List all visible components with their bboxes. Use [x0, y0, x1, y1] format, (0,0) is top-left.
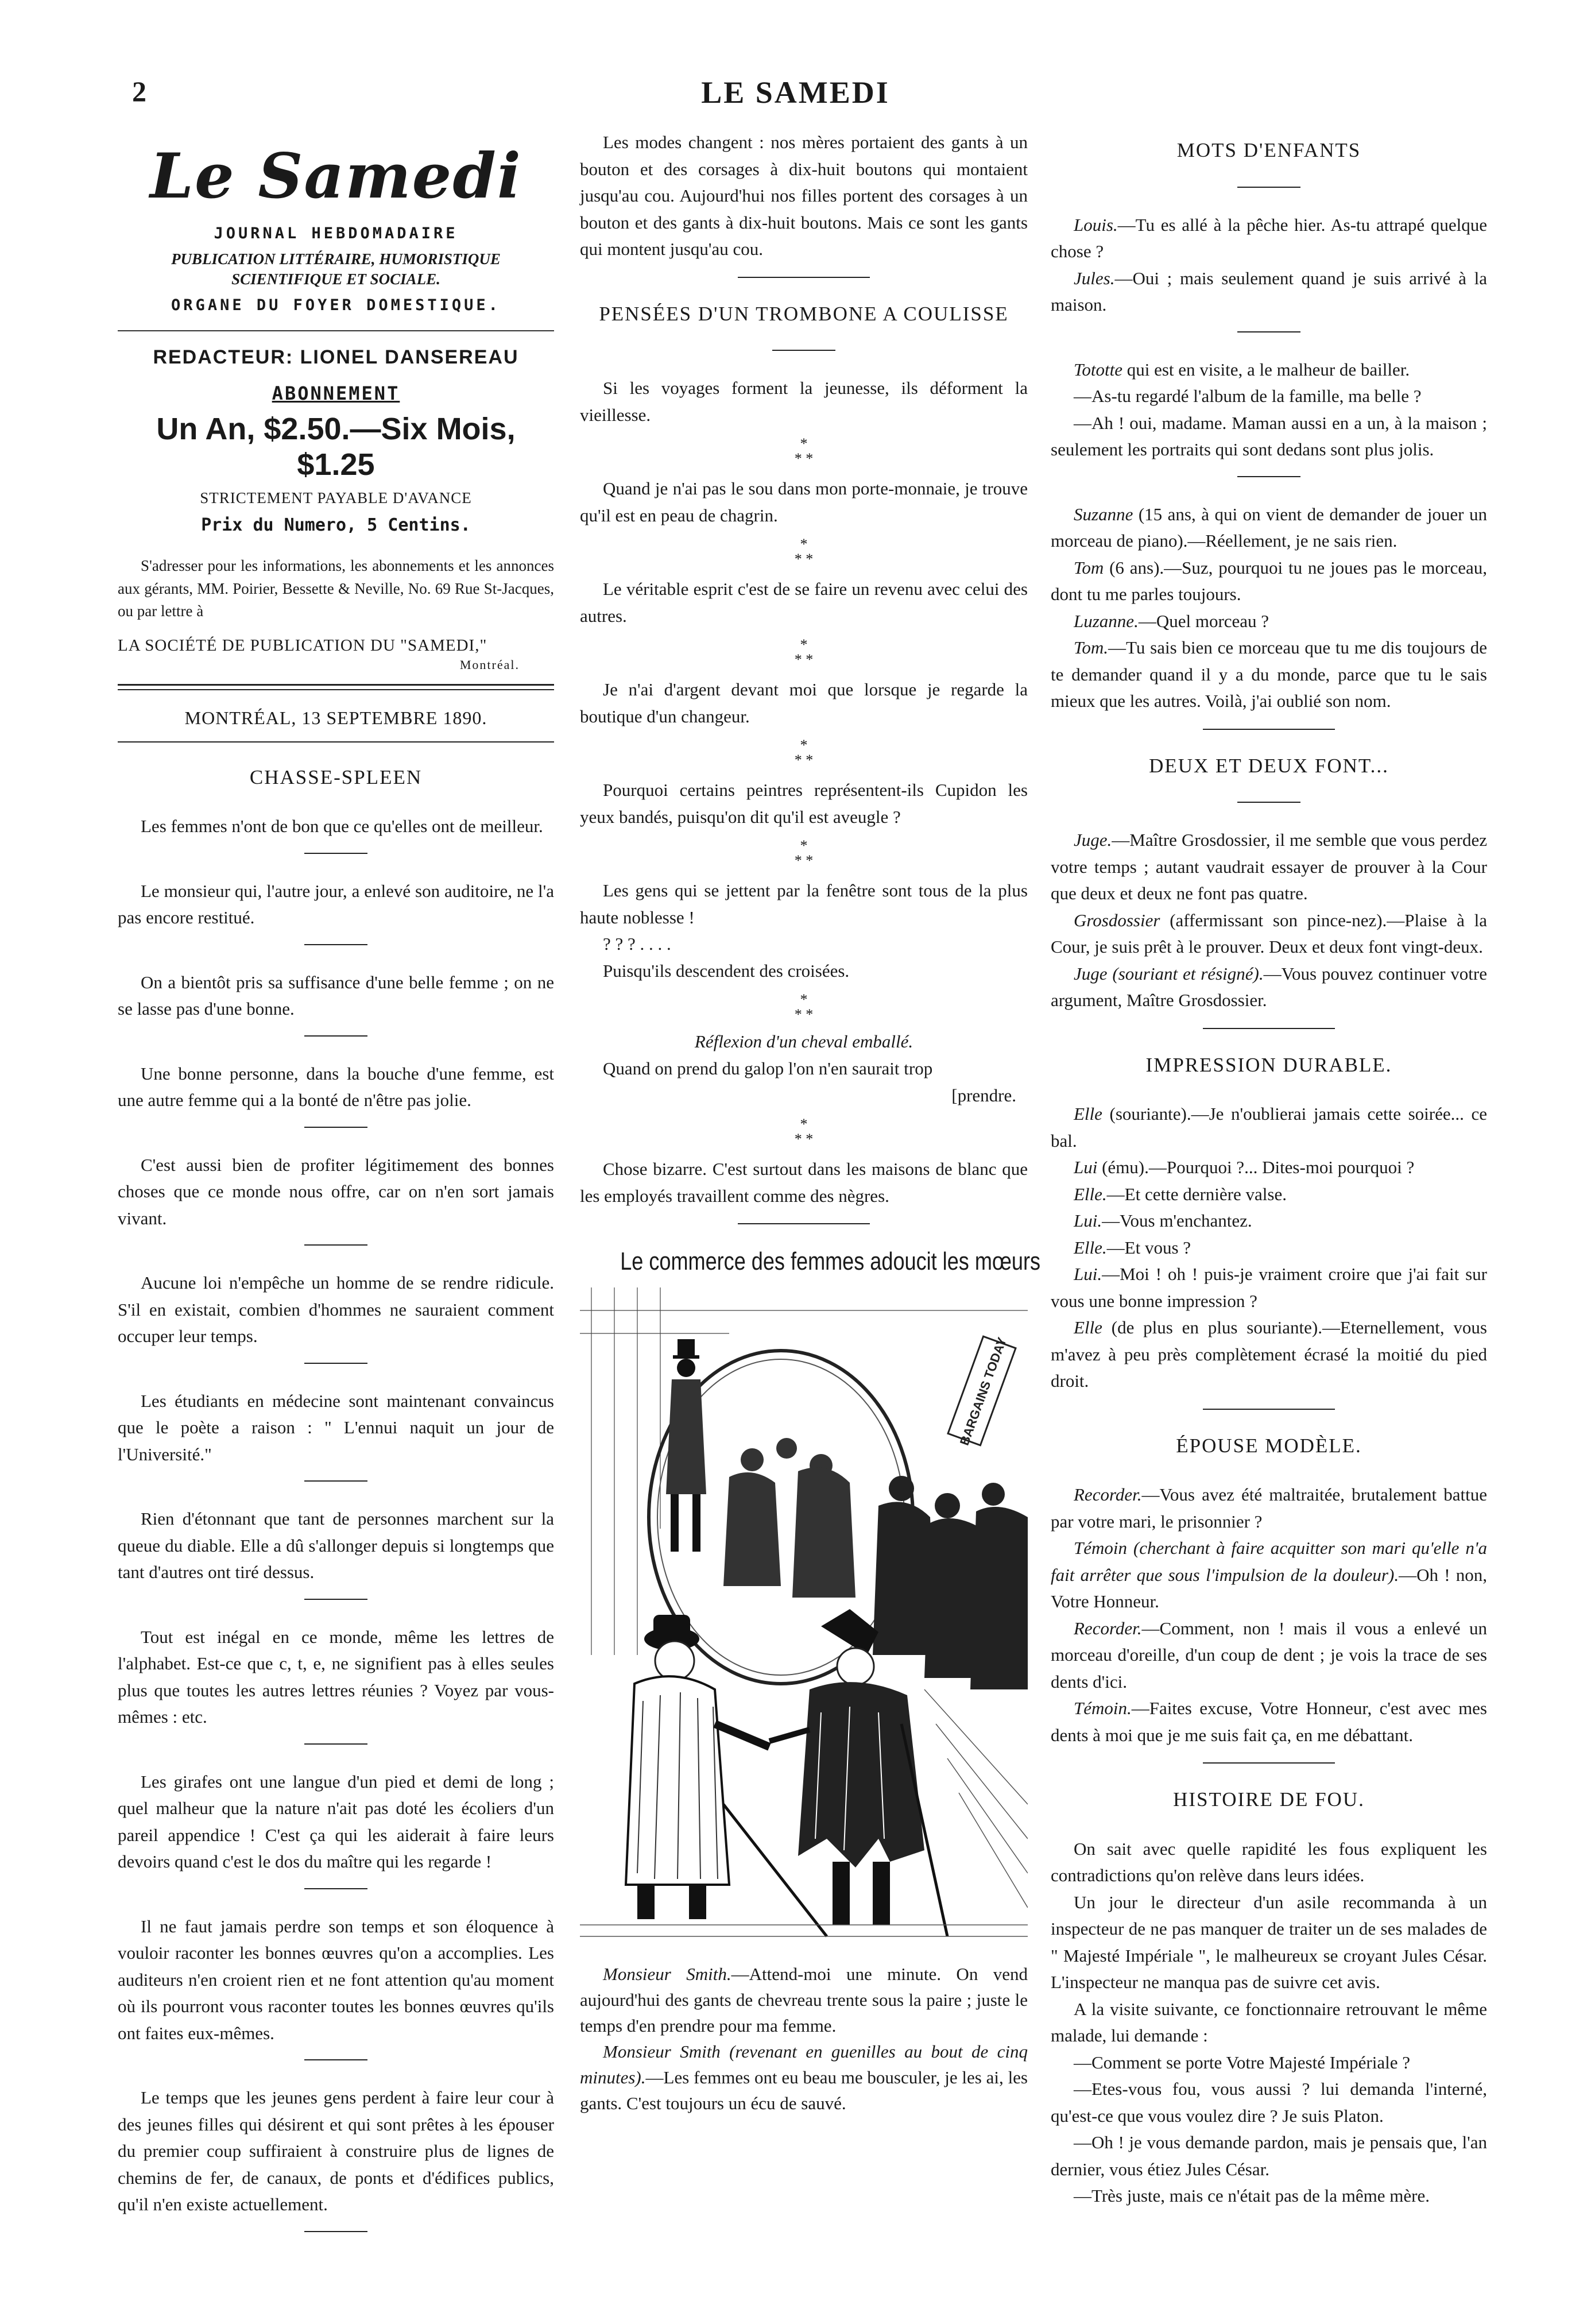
column-1	[118, 129, 554, 2256]
masthead-description: PUBLICATION LITTÉRAIRE, HUMORISTIQUE SCIENTIFIQUE ET SOCIALE.	[171, 250, 501, 288]
masthead-editor: REDACTEUR: LIONEL DANSEREAU	[118, 330, 554, 369]
masthead	[118, 141, 554, 535]
publisher-city: Montréal.	[459, 657, 520, 672]
separator	[304, 1363, 367, 1364]
dialogue-line: Tom (6 ans).—Suz, pourquoi tu ne joues pas le morceau, dont tu me parles toujours.	[1051, 557, 1487, 604]
separator	[304, 2059, 367, 2060]
separator	[1237, 476, 1300, 477]
dialogue-line: Recorder.—Comment, non ! mais il vous a enlevé un morceau d'oreille, d'un coup de dent ; je vois la trace de ses dents d'ici.	[1051, 1618, 1487, 1692]
article-paragraph: Le temps que les jeunes gens perdent à faire leur cour à des jeunes filles qui désirent et qui sont prêtes à les épouser du premier coup suffiraient à construire plus de lignes de chemins de fer, de canaux, de ponts et d'édifices publics, qu'il n'en existe actuellement.	[118, 2087, 554, 2215]
thought-paragraph: Quand je n'ai pas le sou dans mon porte-monnaie, je trouve qu'il est en peau de chagrin.	[580, 478, 1028, 525]
article-paragraph: Le monsieur qui, l'autre jour, a enlevé son auditoire, ne l'a pas encore restitué.	[118, 880, 554, 928]
article-paragraph: Une bonne personne, dans la bouche d'une femme, est une autre femme qui a la bonté de n'être pas jolie.	[118, 1063, 554, 1111]
story-paragraph: On sait avec quelle rapidité les fous expliquent les contradictions qu'on relève dans leurs idées.	[1051, 1838, 1487, 1885]
article-paragraph: Les étudiants en médecine sont maintenant convaincus que le poète a raison : " L'ennui naquit un jour de l'Université."	[118, 1390, 554, 1464]
reflexion-title: Réflexion d'un cheval emballé.	[694, 1031, 913, 1051]
separator	[304, 1035, 367, 1037]
article-paragraph: Il ne faut jamais perdre son temps et son éloquence à vouloir raconter les bonnes œuvres qu'on a accomplies. Les auditeurs n'en croient rien et ne font attention qu'au moment où ils pourront vous raconter toutes les bonnes œuvres qu'ils ont faites eux-mêmes.	[118, 1916, 554, 2043]
separator	[304, 853, 367, 854]
dialogue-line: —As-tu regardé l'album de la famille, ma belle ?	[1074, 386, 1422, 406]
modes-paragraph: Les modes changent : nos mères portaient des gants à un bouton et des corsages à dix-huit boutons qui montaient jusqu'au cou. Aujourd'hui nos filles portent des corsages à un bouton et des gants à dix-huit boutons. Mais ce sont les gants qui montent jusqu'au cou.	[580, 132, 1028, 259]
caption-2-speaker: Monsieur Smith (revenant en guenilles au bout de cinq minutes).	[580, 2041, 1028, 2087]
section-title-epouse: ÉPOUSE MODÈLE.	[1176, 1434, 1362, 1457]
story-paragraph: —Oh ! je vous demande pardon, mais je pensais que, l'an dernier, vous étiez Jules César.	[1051, 2132, 1487, 2179]
asterism: * * *	[794, 435, 814, 467]
masthead-subtitle: JOURNAL HEBDOMADAIRE	[214, 225, 458, 243]
separator	[1203, 1762, 1335, 1764]
masthead-title: Le Samedi	[150, 140, 522, 212]
thought-line: ? ? ? . . . .	[603, 934, 671, 954]
separator	[1203, 1409, 1335, 1410]
dialogue-line: Elle.—Et vous ?	[1074, 1237, 1191, 1258]
reflexion-end: [prendre.	[951, 1085, 1016, 1105]
asterism: * * *	[794, 636, 814, 668]
section-title-impression: IMPRESSION DURABLE.	[1145, 1053, 1392, 1076]
dialogue-line: Recorder.—Vous avez été maltraitée, brutalement battue par votre mari, le prisonnier ?	[1051, 1484, 1487, 1532]
illustration-title: Le commerce des femmes adoucit les mœurs	[620, 1247, 1041, 1275]
payment-terms: STRICTEMENT PAYABLE D'AVANCE	[200, 489, 472, 507]
thought-paragraph: Pourquoi certains peintres représentent-ils Cupidon les yeux bandés, puisqu'on dit qu'il est aveugle ?	[580, 780, 1028, 827]
dialogue-line: Juge (souriant et résigné).—Vous pouvez continuer votre argument, Maître Grosdossier.	[1051, 963, 1487, 1010]
separator	[1237, 331, 1300, 332]
running-title: LE SAMEDI	[701, 75, 890, 110]
page-number: 2	[132, 75, 146, 107]
column-2	[580, 129, 1041, 2117]
separator	[1203, 1028, 1335, 1029]
section-title-trombone: PENSÉES D'UN TROMBONE A COULISSE	[599, 302, 1009, 325]
caption-1-text: —Attend-moi une minute. On vend aujourd'hui des gants de chevreau trente sous la paire ; juste le temps d'en prendre pour ma femme.	[580, 1964, 1028, 2036]
dialogue-line: Lui (ému).—Pourquoi ?... Dites-moi pourquoi ?	[1074, 1157, 1415, 1177]
masthead-organ: ORGANE DU FOYER DOMESTIQUE.	[171, 296, 501, 315]
contact-notice: S'adresser pour les informations, les abonnements et les annonces aux gérants, MM. Poirier, Bessette & Neville, No. 69 Rue St-Jacques, ou par lettre à	[118, 557, 554, 620]
separator	[738, 277, 870, 278]
article-paragraph: Aucune loi n'empêche un homme de se rendre ridicule. S'il en existait, combien d'hommes ne sauraient comment occuper leur temps.	[118, 1273, 554, 1347]
dateline: MONTRÉAL, 13 SEPTEMBRE 1890.	[184, 707, 487, 728]
column-3	[1051, 129, 1487, 2210]
story-paragraph: —Très juste, mais ce n'était pas de la même mère.	[1074, 2186, 1430, 2206]
section-title-chasse-spleen: CHASSE-SPLEEN	[249, 765, 423, 788]
section-title-deux-et-deux: DEUX ET DEUX FONT...	[1149, 754, 1389, 777]
article-paragraph: C'est aussi bien de profiter légitimement des bonnes choses que ce monde nous offre, car on n'en sort jamais vivant.	[118, 1154, 554, 1228]
dialogue-line: Tom.—Tu sais bien ce morceau que tu me dis toujours de te demander quand il y a du monde, parce que tu le sais mieux que les autres. Voilà, j'ai oublié son nom.	[1051, 637, 1487, 711]
thought-paragraph: Le véritable esprit c'est de se faire un revenu avec celui des autres.	[580, 579, 1028, 626]
dialogue-line: Suzanne (15 ans, à qui on vient de demander de jouer un morceau de piano).—Réellement, je ne sais rien.	[1051, 504, 1487, 551]
dialogue-line: Lui.—Vous m'enchantez.	[1074, 1211, 1252, 1231]
bargains-sign-text: BARGAINS TODAY	[957, 1335, 1009, 1448]
caption-1	[580, 1962, 1028, 2039]
section-title-mots-enfants: MOTS D'ENFANTS	[1176, 139, 1361, 161]
asterism: * * *	[794, 837, 814, 869]
dialogue-line: Lui.—Moi ! oh ! puis-je vraiment croire que j'ai fait sur vous une bonne impression ?	[1051, 1264, 1487, 1311]
dialogue-line: Louis.—Tu es allé à la pêche hier. As-tu attrapé quelque chose ?	[1051, 214, 1487, 261]
section-title-histoire: HISTOIRE DE FOU.	[1173, 1788, 1365, 1811]
subscription-prices: Un An, $2.50.—Six Mois, $1.25	[156, 412, 516, 482]
subscription-label: ABONNEMENT	[272, 382, 400, 405]
separator	[1203, 729, 1335, 730]
article-paragraph: Les femmes n'ont de bon que ce qu'elles ont de meilleur.	[141, 816, 543, 837]
caption-2	[580, 2039, 1028, 2117]
asterism: * * *	[794, 737, 814, 768]
thought-line: Puisqu'ils descendent des croisées.	[603, 960, 850, 981]
caption-2-text: —Les femmes ont eu beau me bousculer, je les ai, les gants. C'est toujours un écu de sauvé.	[580, 2067, 1028, 2113]
dialogue-line: Témoin.—Faites excuse, Votre Honneur, c'est avec mes dents à moi que je me suis fait ça, en me débattant.	[1051, 1698, 1487, 1745]
article-paragraph: Tout est inégal en ce monde, même les lettres de l'alphabet. Est-ce que c, t, e, ne signifient pas à elles seules plus que toutes les autres lettres réunies ? Voyez par vous-mêmes : etc.	[118, 1626, 554, 1727]
caption-1-speaker: Monsieur Smith.	[603, 1964, 731, 1984]
thought-paragraph: Chose bizarre. C'est surtout dans les maisons de blanc que les employés travaillent comme des nègres.	[580, 1159, 1028, 1206]
separator	[304, 1599, 367, 1600]
story-paragraph: A la visite suivante, ce fonctionnaire retrouvant le même malade, lui demande :	[1051, 1998, 1487, 2045]
rule	[118, 741, 554, 743]
single-issue-price: Prix du Numero, 5 Centins.	[201, 515, 471, 536]
separator	[304, 1244, 367, 1246]
separator	[304, 1743, 367, 1745]
separator	[738, 1223, 870, 1224]
separator	[304, 1888, 367, 1889]
separator	[304, 1127, 367, 1128]
story-paragraph: —Etes-vous fou, vous aussi ? lui demanda l'interné, qu'est-ce que vous voulez dire ? Je suis Platon.	[1051, 2079, 1487, 2126]
separator	[1237, 187, 1300, 188]
dialogue-line: Luzanne.—Quel morceau ?	[1074, 610, 1269, 631]
reflexion-text: Quand on prend du galop l'on n'en saurait trop	[603, 1058, 933, 1078]
separator	[1237, 802, 1300, 803]
story-paragraph: —Comment se porte Votre Majesté Impériale ?	[1074, 2052, 1410, 2072]
separator	[304, 2231, 367, 2232]
dialogue-line: Elle (souriante).—Je n'oublierai jamais cette soirée... ce bal.	[1051, 1104, 1487, 1151]
asterism: * * *	[794, 991, 814, 1023]
double-rule	[118, 684, 554, 690]
dialogue-line: Elle (de plus en plus souriante).—Eternellement, vous m'avez à peu près complètement écrasé la moitié du pied droit.	[1051, 1317, 1487, 1391]
separator	[304, 944, 367, 945]
dialogue-line: —Ah ! oui, madame. Maman aussi en a un, à la maison ; seulement les portraits qui sont dedans sont plus jolis.	[1051, 412, 1487, 459]
thought-paragraph: Les gens qui se jettent par la fenêtre sont tous de la plus haute noblesse !	[580, 880, 1028, 927]
thought-paragraph: Je n'ai d'argent devant moi que lorsque je regarde la boutique d'un changeur.	[580, 679, 1028, 726]
dialogue-line: Tototte qui est en visite, a le malheur de bailler.	[1074, 359, 1410, 380]
separator	[772, 350, 835, 351]
thought-paragraph: Si les voyages forment la jeunesse, ils déforment la vieillesse.	[580, 378, 1028, 425]
article-paragraph: Les girafes ont une langue d'un pied et demi de long ; quel malheur que la nature n'ait pas doté les écoliers d'un pareil appendice ! C'est ça qui les aiderait à faire leurs devoirs quand c'est le dos du maître qui les regarde !	[118, 1771, 554, 1872]
dialogue-line: Juge.—Maître Grosdossier, il me semble que vous perdez votre temps ; autant vaudrait essayer de prouver à la Cour que deux et deux ne font pas quatre.	[1051, 830, 1487, 903]
article-paragraph: On a bientôt pris sa suffisance d'une belle femme ; on ne se lasse pas d'une bonne.	[118, 972, 554, 1019]
dialogue-line: Grosdossier (affermissant son pince-nez).—Plaise à la Cour, je suis prêt à le prouver. Deux et deux font vingt-deux.	[1051, 910, 1487, 957]
article-paragraph: Rien d'étonnant que tant de personnes marchent sur la queue du diable. Elle a dû s'allonger depuis si longtemps que tant d'autres ont tiré dessus.	[118, 1509, 554, 1583]
asterism: * * *	[794, 1116, 814, 1147]
separator	[304, 1480, 367, 1482]
story-paragraph: Un jour le directeur d'un asile recommanda à un inspecteur de ne pas manquer de traiter un de ses malades de " Majesté Impériale ", le malheureux se croyant Jules César. L'inspecteur ne manqua pas de suivre cet avis.	[1051, 1892, 1487, 1992]
dialogue-line: Témoin (cherchant à faire acquitter son mari qu'elle n'a fait arrêter que sous l'impulsion de la douleur).—Oh ! non, Votre Honneur.	[1051, 1538, 1487, 1611]
engraving-illustration	[580, 1287, 1028, 1948]
dialogue-line: Jules.—Oui ; mais seulement quand je suis arrivé à la maison.	[1051, 268, 1487, 315]
publisher-society: LA SOCIÉTÉ DE PUBLICATION DU "SAMEDI,"	[118, 636, 487, 655]
dialogue-line: Elle.—Et cette dernière valse.	[1074, 1184, 1287, 1204]
asterism: * * *	[794, 536, 814, 567]
